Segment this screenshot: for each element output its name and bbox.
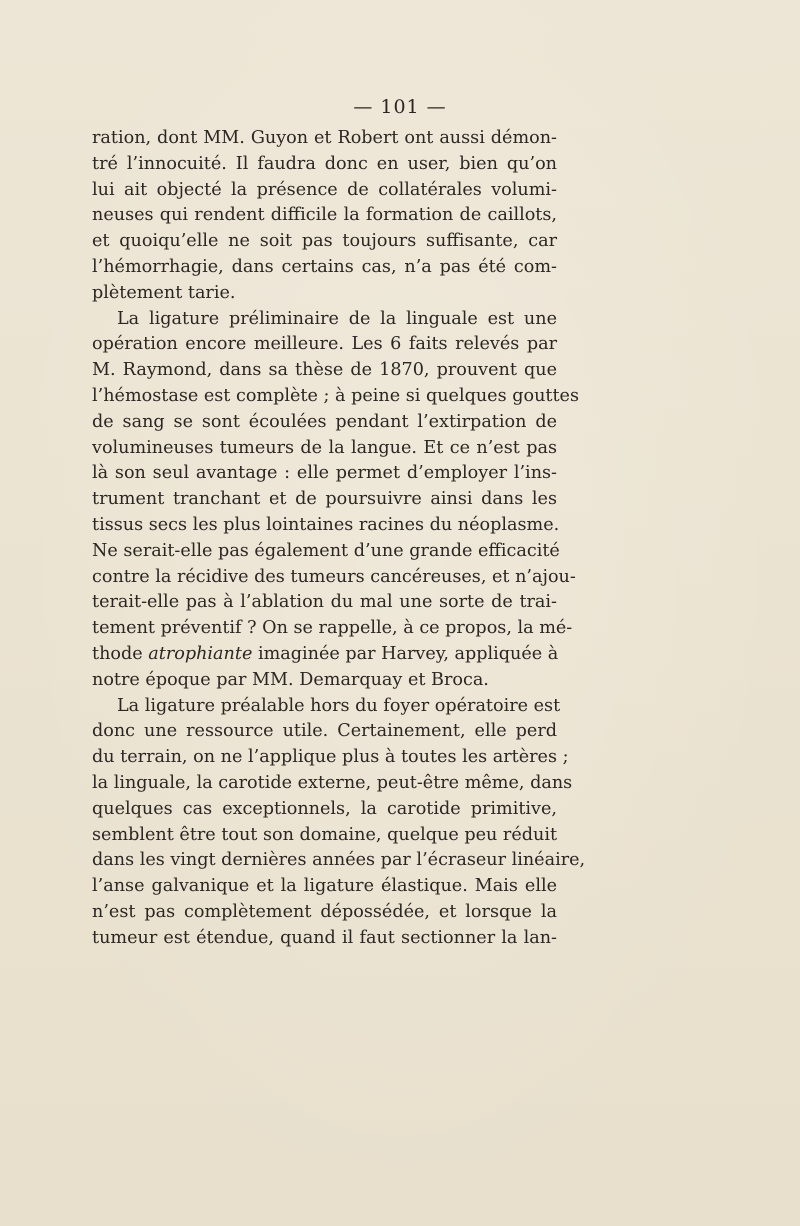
text-line: ration, dont MM. Guyon et Robert ont aussi démon- — [92, 128, 557, 148]
text-line: tissus secs les plus lointaines racines du néoplasme. — [92, 514, 560, 535]
text-line: contre la récidive des tumeurs cancéreuses, et n’ajou- — [92, 566, 576, 587]
text-line: La ligature préliminaire de la linguale est une — [117, 308, 557, 329]
text-line: de sang se sont écoulées pendant l’extirpation de — [92, 411, 557, 432]
italic-term: atrophiante — [148, 643, 253, 664]
text-run: thode — [92, 643, 149, 664]
text-line: et quoiqu’elle ne soit pas toujours suffisante, car — [92, 231, 557, 252]
text-line: l’hémostase est complète ; à peine si quelques gouttes — [92, 385, 579, 406]
text-line: trument tranchant et de poursuivre ainsi dans les — [92, 489, 557, 510]
text-line: notre époque par MM. Demarquay et Broca. — [92, 669, 489, 690]
text-line: semblent être tout son domaine, quelque peu réduit — [92, 824, 558, 845]
text-line: neuses qui rendent difficile la formation de caillots, — [92, 205, 557, 226]
text-run: imaginée par Harvey, appliquée à — [252, 643, 559, 664]
text-line: volumineuses tumeurs de la langue. Et ce n’est pas — [92, 437, 557, 458]
text-line: donc une ressource utile. Certainement, elle perd — [92, 721, 557, 742]
text-line — [92, 642, 557, 668]
text-line: l’anse galvanique et la ligature élastique. Mais elle — [92, 876, 557, 897]
text-line: la linguale, la carotide externe, peut-être même, dans — [92, 772, 573, 793]
text-line: Ne serait-elle pas également d’une grande efficacité — [92, 540, 560, 561]
text-line: terait-elle pas à l’ablation du mal une sorte de trai- — [92, 592, 557, 613]
text-line: M. Raymond, dans sa thèse de 1870, prouvent que — [92, 360, 557, 381]
text-line: l’hémorrhagie, dans certains cas, n’a pas été com- — [92, 256, 557, 277]
text-line: plètement tarie. — [92, 282, 236, 303]
body-text — [92, 126, 586, 952]
text-line: tement préventif ? On se rappelle, à ce propos, la mé- — [92, 618, 573, 639]
text-line: La ligature préalable hors du foyer opératoire est — [117, 695, 561, 716]
text-line: tré l’innocuité. Il faudra donc en user, bien qu’on — [92, 153, 557, 174]
page-number: — 101 — — [353, 96, 447, 118]
text-line: quelques cas exceptionnels, la carotide primitive, — [92, 798, 557, 819]
text-line: lui ait objecté la présence de collatérales volumi- — [92, 179, 557, 200]
text-line: là son seul avantage : elle permet d’employer l’ins- — [92, 463, 557, 484]
text-line: tumeur est étendue, quand il faut sectionner la lan- — [92, 927, 557, 948]
text-line: n’est pas complètement dépossédée, et lorsque la — [92, 901, 557, 922]
text-line: du terrain, on ne l’applique plus à toutes les artères ; — [92, 747, 569, 768]
text-line: dans les vingt dernières années par l’écraseur linéaire, — [92, 850, 586, 871]
text-line: opération encore meilleure. Les 6 faits relevés par — [92, 334, 557, 355]
